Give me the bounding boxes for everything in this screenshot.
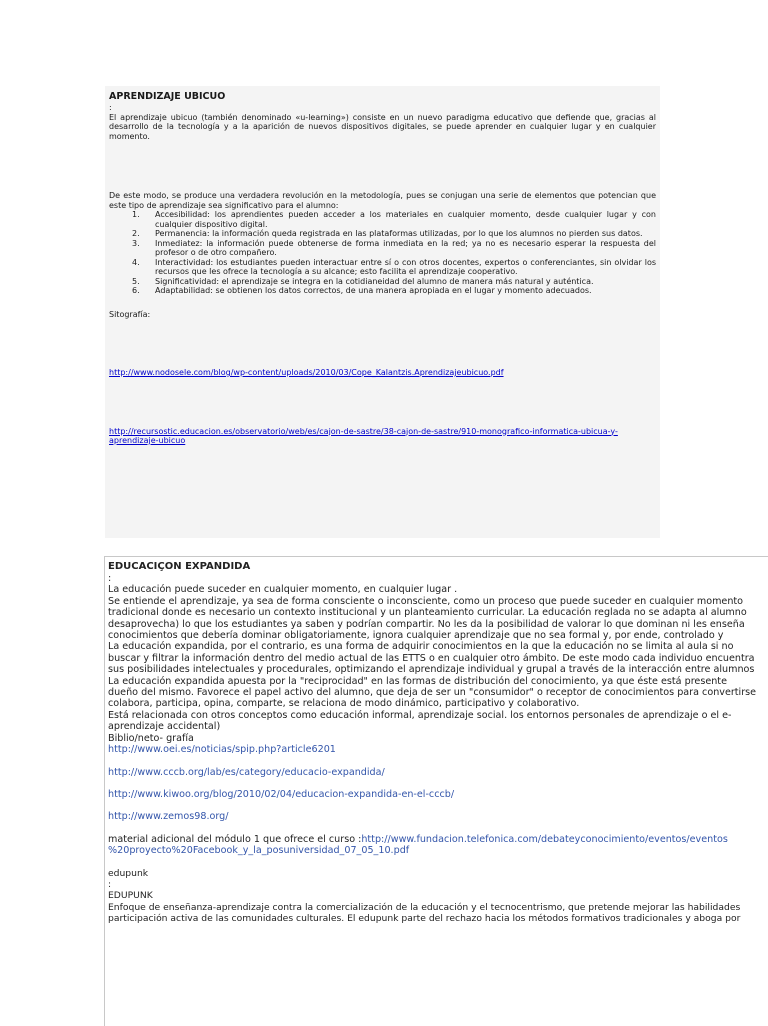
section-title: EDUCACIÇON EXPANDIDA: [108, 561, 251, 572]
text-line: La educación expandida, por el contrario, es una forma de adquirir conocimientos en la que la educación no se limita al aula si no: [108, 641, 734, 653]
material-line: [108, 834, 768, 845]
edupunk-label: edupunk: [108, 867, 149, 879]
educacion-expandida-section: [104, 556, 768, 1026]
edupunk-colon: :: [108, 878, 112, 890]
list-item: 3. Inmediatez: la información puede obtenerse de forma inmediata en la red; ya no es necesario esperar la respuesta del profesor o de otro compañero.: [132, 238, 656, 257]
text-line: colabora, participa, opina, comparte, se relaciona de modo dinámico, participativo y colaborativo.: [108, 698, 580, 710]
link-fundacion-cont[interactable]: %20proyecto%20Facebook_y_la_posuniversidad_07_05_10.pdf: [108, 845, 410, 857]
edupunk-title: EDUPUNK: [108, 890, 153, 902]
link-fundacion[interactable]: http://www.fundacion.telefonica.com/debateyconocimiento/eventos/eventos: [361, 833, 728, 845]
text-line: La educación expandida apuesta por la "reciprocidad" en las formas de distribución del conocimiento, ya que éste está presente: [108, 675, 727, 687]
text-line: tradicional donde es necesario un contexto institucional y un planteamiento curricular. La educación reglada no se adapta al alumno: [108, 607, 747, 619]
text-line: buscar y filtrar la información dentro del medio actual de las ETTS o en cualquier otro ámbito. De este modo cada individuo encuentra: [108, 652, 755, 664]
text-line: aprendizaje accidental): [108, 721, 221, 733]
list-item: 1. Accesibilidad: los aprendientes pueden acceder a los materiales en cualquier momento, desde cualquier lugar y con cualquier dispositivo digital.: [132, 210, 656, 229]
link-zemos[interactable]: http://www.zemos98.org/: [108, 811, 229, 823]
section-title: APRENDIZAJE UBICUO: [109, 91, 226, 102]
link-kiwoo[interactable]: http://www.kiwoo.org/blog/2010/02/04/educacion-expandida-en-el-cccb/: [108, 788, 455, 800]
text-line: desaprovecha) lo que los estudiantes ya saben y podrían compartir. No les da la posibilidad de valorar lo que dominan ni les enseña: [108, 618, 745, 630]
text-line: Enfoque de enseñanza-aprendizaje contra la comercialización de la educación y el tecnocentrismo, que pretende mejorar las habilidades: [108, 901, 741, 913]
list-item: 6. Adaptabilidad: se obtienen los datos correctos, de una manera apropiada en el lugar y momento adecuados.: [132, 286, 592, 295]
text-line: participación activa de las comunidades culturales. El edupunk parte del rechazo hacia los métodos formativos tradicionales y aboga por: [108, 913, 741, 925]
title-colon: :: [109, 103, 112, 112]
list-item: 5. Significatividad: el aprendizaje se integra en la cotidianeidad del alumno de manera más natural y auténtica.: [132, 276, 594, 286]
intro-paragraph: El aprendizaje ubicuo (también denominado «u-learning») consiste en un nuevo paradigma educativo que defiende que, gracias al desarrollo de la tecnología y a la aparición de nuevos dispositivos digitales, se puede aprender en cualquier lugar y en cualquier momento.: [109, 112, 656, 141]
text-line: dueño del mismo. Favorece el papel activo del alumno, que deja de ser un "consumidor" o receptor de conocimientos para convertirse: [108, 687, 757, 699]
text-line: conocimientos que debería dominar obligatoriamente, ignora cualquier aprendizaje que no sea formal y, por ende, controlado y: [108, 630, 724, 642]
title-colon: :: [108, 573, 112, 584]
material-prefix: material adicional del módulo 1 que ofrece el curso :: [108, 833, 362, 845]
link-cccb[interactable]: http://www.cccb.org/lab/es/category/educacio-expandida/: [108, 766, 385, 778]
text-line: Está relacionada con otros conceptos como educación informal, aprendizaje social. los entornos personales de aprendizaje o el e-: [108, 709, 732, 721]
list-item: 2. Permanencia: la información queda registrada en las plataformas utilizadas, por lo que los alumnos no pierden sus datos.: [132, 229, 643, 238]
list-item: 4. Interactividad: los estudiantes pueden interactuar entre sí o con otros docentes, expertos o conferenciantes, sin olvidar los recursos que les ofrece la tecnología a su alcance; esto facilita el aprendizaje cooperativo.: [132, 257, 656, 276]
text-line: Biblio/neto- grafía: [108, 732, 194, 744]
text-line: La educación puede suceder en cualquier momento, en cualquier lugar .: [108, 584, 458, 596]
features-list: [109, 210, 656, 296]
link-recursostic[interactable]: http://recursostic.educacion.es/observatorio/web/es/cajon-de-sastre/38-cajon-de-sastre/910-monografico-informatica-ubicua-y-aprendizaje-ubicuo: [109, 426, 618, 445]
link-oei[interactable]: http://www.oei.es/noticias/spip.php?article6201: [108, 744, 336, 756]
link-nodosele[interactable]: http://www.nodosele.com/blog/wp-content/uploads/2010/03/Cope_Kalantzis.Aprendizajeubicuo.pdf: [109, 368, 504, 377]
text-line: Se entiende el aprendizaje, ya sea de forma consciente o inconsciente, como un proceso que puede suceder en cualquier momento: [108, 595, 744, 607]
text-line: sus posibilidades intelectuales y procedurales, optimizando el aprendizaje individual y grupal a través de la interacción entre alumnos: [108, 664, 755, 676]
method-paragraph: De este modo, se produce una verdadera revolución en la metodología, pues se conjugan una serie de elementos que potencian que este tipo de aprendizaje sea significativo para el alumno:: [109, 191, 656, 210]
aprendizaje-ubicuo-section: [105, 86, 660, 538]
sitografia-label: Sitografía:: [109, 309, 151, 319]
